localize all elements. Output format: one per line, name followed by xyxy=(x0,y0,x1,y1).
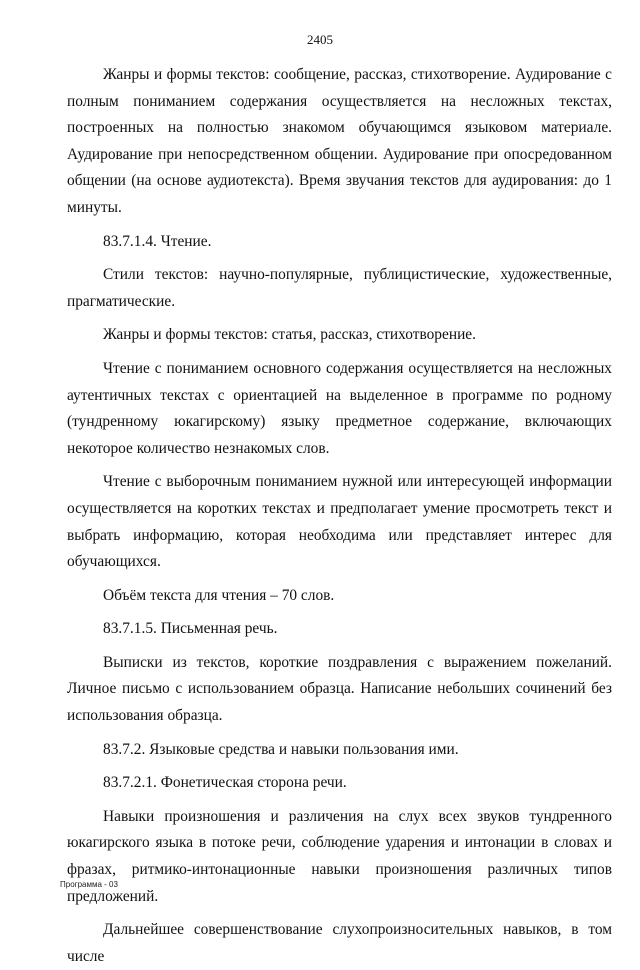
paragraph-text-styles: Стили текстов: научно-популярные, публицистические, художественные, прагматические. xyxy=(67,266,612,310)
paragraph-reading-volume: Объём текста для чтения – 70 слов. xyxy=(103,586,335,604)
paragraph-further-improvement: Дальнейшее совершенствование слухопроизносительных навыков, в том числе xyxy=(67,921,612,965)
heading-phonetics: 83.7.2.1. Фонетическая сторона речи. xyxy=(103,774,347,792)
paragraph-reading-genres: Жанры и формы текстов: статья, рассказ, стихотворение. xyxy=(103,326,476,344)
page-number: 2405 xyxy=(307,32,333,47)
paragraph-selective-reading: Чтение с выборочным пониманием нужной или интересующей информации осуществляется на коротких текстах и предполагает умение просмотреть текст и выбрать информацию, которая необходима или представляет интерес для обучающихся. xyxy=(67,473,612,571)
heading-reading: 83.7.1.4. Чтение. xyxy=(103,232,212,250)
footer-label: Программа - 03 xyxy=(60,880,118,889)
heading-written-speech: 83.7.1.5. Письменная речь. xyxy=(103,620,278,638)
paragraph-reading-main-content: Чтение с пониманием основного содержания осуществляется на несложных аутентичных текстах с ориентацией на выделенное в программе по родному (тундренному юкагирскому) языку предметное содержание, включающих некоторое количество незнакомых слов. xyxy=(67,359,612,457)
paragraph-pronunciation-skills: Навыки произношения и различения на слух всех звуков тундренного юкагирского языка в потоке речи, соблюдение ударения и интонации в словах и фразах, ритмико-интонационные навыки произношения различных типов предложений. xyxy=(67,807,612,905)
document-body xyxy=(67,62,612,970)
paragraph-written-tasks: Выписки из текстов, короткие поздравления с выражением пожеланий. Личное письмо с использованием образца. Написание небольших сочинений без использования образца. xyxy=(67,653,612,725)
heading-language-means: 83.7.2. Языковые средства и навыки пользования ими. xyxy=(103,740,459,758)
paragraph-listening-genres: Жанры и формы текстов: сообщение, рассказ, стихотворение. Аудирование с полным пониманием содержания осуществляется на несложных текстах, построенных на полностью знакомом обучающимся языковом материале. Аудирование при непосредственном общении. Аудирование при опосредованном общении (на основе аудиотекста). Время звучания текстов для аудирования: до 1 минуты. xyxy=(67,66,612,216)
